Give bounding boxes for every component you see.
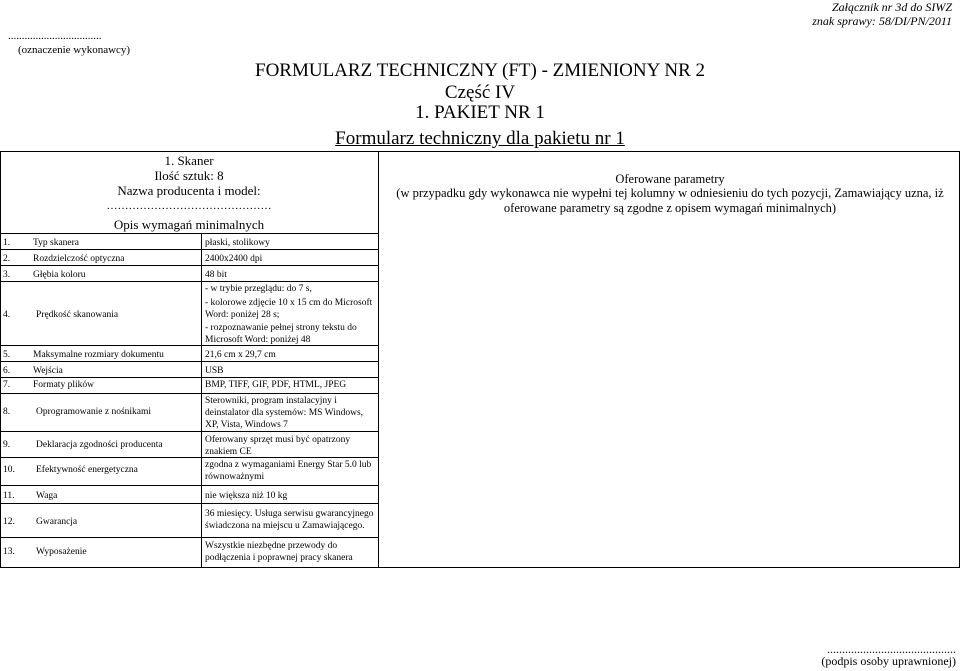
row-number: 3. — [3, 270, 11, 280]
requirement: 2400x2400 dpi — [205, 254, 263, 264]
requirement-column-divider — [201, 233, 202, 567]
table-bottom-border — [0, 567, 960, 568]
parameter-name: Wyposażenie — [36, 547, 87, 557]
row-separator — [0, 265, 379, 266]
requirement: BMP, TIFF, GIF, PDF, HTML, JPEG — [205, 380, 347, 390]
header-bottom-border — [0, 233, 379, 234]
parameter-name: Prędkość skanowania — [36, 310, 119, 320]
parameter-name: Gwarancja — [36, 517, 78, 527]
row-number: 6. — [3, 366, 11, 376]
form-package: 1. PAKIET NR 1 — [415, 102, 545, 123]
row-number: 4. — [3, 310, 11, 320]
manufacturer-dots: ……………………………………… — [106, 200, 272, 212]
min-requirements-heading: Opis wymagań minimalnych — [113, 217, 265, 232]
parameter-name: Deklaracja zgodności producenta — [36, 440, 163, 450]
row-separator — [0, 431, 379, 432]
requirement: 21,6 cm x 29,7 cm — [205, 350, 276, 360]
signature-dots: ........................................... — [827, 642, 956, 656]
table-top-border — [0, 151, 960, 152]
form-title: FORMULARZ TECHNICZNY (FT) - ZMIENIONY NR 2 — [255, 60, 705, 81]
column-divider — [378, 151, 379, 567]
requirement: Oferowany sprzęt musi być opatrzony znakiem CE — [205, 435, 351, 457]
row-number: 2. — [3, 254, 11, 264]
requirement: płaski, stolikowy — [205, 238, 270, 248]
form-subtitle: Formularz techniczny dla pakietu nr 1 — [335, 128, 625, 149]
requirement: Sterowniki, program instalacyjny i deinstalator dla systemów: MS Windows, XP, Vista, Windows 7 — [205, 396, 364, 430]
parameter-name: Formaty plików — [33, 380, 94, 390]
requirement: USB — [205, 366, 224, 376]
parameter-name: Rozdzielczość optyczna — [33, 254, 125, 264]
signature-label: (podpis osoby uprawnionej) — [821, 654, 956, 668]
requirement: 36 miesięcy. Usługa serwisu gwarancyjnego świadczona na miejscu u Zamawiającego. — [205, 509, 374, 531]
manufacturer-label: Nazwa producenta i model: — [117, 183, 261, 198]
row-separator — [0, 393, 379, 394]
parameter-name: Efektywność energetyczna — [36, 465, 138, 475]
requirement: Wszystkie niezbędne przewody do podłączenia i poprawnej pracy skanera — [205, 541, 353, 563]
requirement: - kolorowe zdjęcie 10 x 15 cm do Microsoft Word: poniżej 28 s; — [205, 298, 373, 320]
parameter-name: Waga — [36, 491, 58, 501]
row-number: 10. — [3, 465, 15, 475]
table-left-border — [0, 151, 1, 567]
annex-label: Załącznik nr 3d do SIWZ — [832, 0, 952, 14]
requirement: - rozpoznawanie pełnej strony tekstu do Microsoft Word: poniżej 48 — [205, 323, 357, 345]
row-number: 11. — [3, 491, 15, 501]
row-separator — [0, 503, 379, 504]
row-separator — [0, 537, 379, 538]
row-number: 13. — [3, 547, 15, 557]
row-separator — [0, 361, 379, 362]
row-number: 12. — [3, 517, 15, 527]
quantity: Ilość sztuk: 8 — [154, 168, 224, 183]
requirement: zgodna z wymaganiami Energy Star 5.0 lub równoważnymi — [205, 460, 372, 482]
row-number: 7. — [3, 380, 11, 390]
requirement: 48 bit — [205, 270, 227, 280]
row-number: 5. — [3, 350, 11, 360]
offered-params-note: (w przypadku gdy wykonawca nie wypełni tej kolumny w odniesieniu do tych pozycji, Zamawiający uzna, iż oferowane parametry są zgodne z opisem wymagań minimalnych) — [396, 186, 944, 215]
form-part: Część IV — [444, 82, 516, 103]
case-number: znak sprawy: 58/DI/PN/2011 — [812, 14, 952, 28]
contractor-dots: .................................. — [8, 30, 102, 42]
parameter-name: Głębia koloru — [33, 270, 86, 280]
requirement: - w trybie przeglądu: do 7 s, — [205, 284, 312, 294]
row-separator — [0, 281, 379, 282]
annex-header — [812, 0, 952, 28]
row-separator — [0, 249, 379, 250]
parameter-name: Oprogramowanie z nośnikami — [36, 407, 152, 417]
parameter-name: Maksymalne rozmiary dokumentu — [33, 350, 164, 360]
row-separator — [0, 485, 379, 486]
offered-params-title: Oferowane parametry — [615, 172, 725, 186]
row-number: 8. — [3, 407, 11, 417]
requirement: nie większa niż 10 kg — [205, 491, 288, 501]
contractor-label: (oznaczenie wykonawcy) — [18, 44, 131, 56]
row-number: 1. — [3, 238, 11, 248]
item-name: 1. Skaner — [164, 153, 214, 168]
row-separator — [0, 377, 379, 378]
parameter-name: Typ skanera — [33, 238, 80, 248]
parameter-name: Wejścia — [33, 366, 63, 376]
row-number: 9. — [3, 440, 11, 450]
